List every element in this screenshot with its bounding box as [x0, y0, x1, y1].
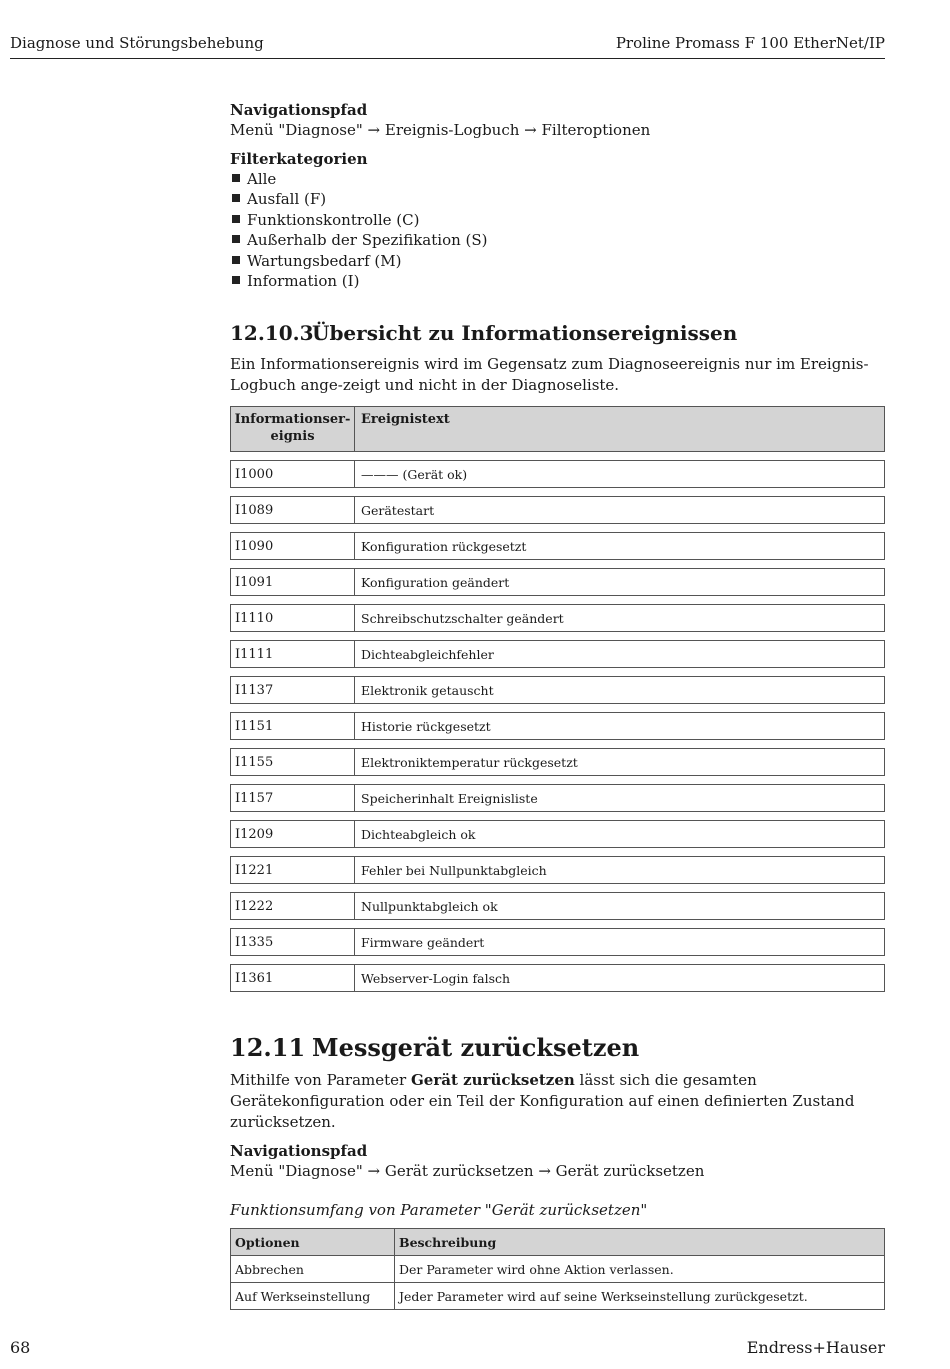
event-text-cell: ——— (Gerät ok) [361, 466, 468, 482]
header-product-name: Proline Promass F 100 EtherNet/IP [615, 34, 885, 52]
section-intro: Ein Informationsereignis wird im Gegensatz zum Diagnoseereignis nur im Ereignis-Logbuch ange-zeigt und nicht in der Diagnoseliste. [230, 355, 869, 395]
filter-categories-heading: Filterkategorien [230, 150, 368, 168]
section-heading-12-11 [230, 1033, 639, 1062]
intro-text: lässt sich die gesamten Gerätekonfiguration oder ein Teil der Konfiguration auf einen definierten Zustand zurücksetzen. [230, 1071, 855, 1131]
filter-item-label: Wartungsbedarf (M) [247, 251, 402, 270]
event-text-cell: Gerätestart [361, 502, 435, 518]
table-body [230, 460, 885, 992]
info-events-table [230, 406, 885, 992]
column-header-description: Beschreibung [395, 1229, 885, 1256]
table-row [230, 748, 885, 776]
description-cell: Der Parameter wird ohne Aktion verlassen. [395, 1256, 885, 1283]
table-caption: Funktionsumfang von Parameter "Gerät zurücksetzen" [230, 1201, 648, 1219]
list-item [230, 251, 885, 271]
section-title: Übersicht zu Informationsereignissen [312, 321, 738, 346]
event-code-cell: I1000 [231, 461, 355, 487]
event-code-cell: I1209 [231, 821, 355, 847]
event-code-cell: I1111 [231, 641, 355, 667]
table-row [230, 532, 885, 560]
event-code-cell: I1110 [231, 605, 355, 631]
bullet-square-icon [232, 174, 240, 182]
column-header-options: Optionen [231, 1229, 395, 1256]
filter-item-label: Information (I) [247, 272, 360, 291]
nav-path-text: Menü "Diagnose" → Ereignis-Logbuch → Filteroptionen [230, 121, 651, 139]
bullet-square-icon [232, 215, 240, 223]
list-item [230, 169, 885, 189]
table-row [230, 892, 885, 920]
event-code-cell: I1137 [231, 677, 355, 703]
bullet-square-icon [232, 256, 240, 264]
event-text-cell: Dichteabgleichfehler [361, 646, 494, 662]
table-row [230, 496, 885, 524]
nav-path-text: Menü "Diagnose" → Gerät zurücksetzen → Gerät zurücksetzen [230, 1162, 705, 1180]
reset-section-content [230, 1070, 885, 1310]
table-row [231, 1256, 885, 1283]
event-text-cell: Konfiguration geändert [361, 574, 510, 590]
parameter-name: Gerät zurücksetzen [411, 1071, 575, 1089]
table-row [230, 640, 885, 668]
table-row [231, 1283, 885, 1310]
event-code-cell: I1089 [231, 497, 355, 523]
event-text-cell: Konfiguration rückgesetzt [361, 538, 527, 554]
option-cell: Auf Werkseinstellung [231, 1283, 395, 1310]
table-row [230, 856, 885, 884]
event-text-cell: Elektronik getauscht [361, 682, 494, 698]
event-text-cell: Speicherinhalt Ereignisliste [361, 790, 538, 806]
event-code-cell: I1335 [231, 929, 355, 955]
event-code-cell: I1090 [231, 533, 355, 559]
event-code-cell: I1155 [231, 749, 355, 775]
section-title: Messgerät zurücksetzen [312, 1033, 640, 1062]
event-text-cell: Dichteabgleich ok [361, 826, 476, 842]
event-text-cell: Elektroniktemperatur rückgesetzt [361, 754, 578, 770]
event-text-cell: Firmware geändert [361, 934, 485, 950]
table-header-row [230, 406, 885, 452]
table-row [230, 712, 885, 740]
table-header-row [231, 1229, 885, 1256]
page-number: 68 [10, 1338, 31, 1357]
intro-text: Mithilfe von Parameter [230, 1071, 411, 1089]
column-header-event-text: Ereignistext [361, 412, 450, 428]
event-code-cell: I1361 [231, 965, 355, 991]
option-cell: Abbrechen [231, 1256, 395, 1283]
filter-category-list [230, 169, 885, 291]
event-text-cell: Schreibschutzschalter geändert [361, 610, 564, 626]
list-item [230, 271, 885, 291]
table-row [230, 604, 885, 632]
header-divider [10, 58, 885, 59]
table-row [230, 676, 885, 704]
main-content [230, 100, 885, 1000]
event-code-cell: I1091 [231, 569, 355, 595]
filter-item-label: Funktionskontrolle (C) [247, 210, 420, 229]
description-cell: Jeder Parameter wird auf seine Werkseinstellung zurückgesetzt. [395, 1283, 885, 1310]
header-section-title: Diagnose und Störungsbehebung [10, 34, 264, 52]
bullet-square-icon [232, 276, 240, 284]
list-item [230, 230, 885, 250]
column-header-event: Informationser-eignis [231, 407, 355, 451]
table-row [230, 928, 885, 956]
list-item [230, 210, 885, 230]
event-text-cell: Nullpunktabgleich ok [361, 898, 498, 914]
list-item [230, 189, 885, 209]
filter-item-label: Alle [247, 170, 277, 188]
event-text-cell: Historie rückgesetzt [361, 718, 491, 734]
table-row [230, 964, 885, 992]
filter-item-label: Ausfall (F) [247, 190, 327, 209]
bullet-square-icon [232, 235, 240, 243]
section-number: 12.10.3 [230, 321, 314, 346]
table-row [230, 460, 885, 488]
section-heading-12-10-3 [230, 321, 885, 345]
section-number: 12.11 [230, 1033, 306, 1062]
event-text-cell: Webserver-Login falsch [361, 970, 511, 986]
nav-path-heading: Navigationspfad [230, 1142, 368, 1160]
nav-path-heading: Navigationspfad [230, 101, 368, 119]
filter-item-label: Außerhalb der Spezifikation (S) [247, 231, 488, 250]
reset-options-table [230, 1228, 885, 1310]
table-row [230, 820, 885, 848]
table-row [230, 568, 885, 596]
bullet-square-icon [232, 194, 240, 202]
table-row [230, 784, 885, 812]
event-code-cell: I1222 [231, 893, 355, 919]
event-code-cell: I1151 [231, 713, 355, 739]
reset-intro [230, 1070, 885, 1133]
brand-name: Endress+Hauser [746, 1338, 885, 1357]
event-text-cell: Fehler bei Nullpunktabgleich [361, 862, 547, 878]
event-code-cell: I1221 [231, 857, 355, 883]
event-code-cell: I1157 [231, 785, 355, 811]
